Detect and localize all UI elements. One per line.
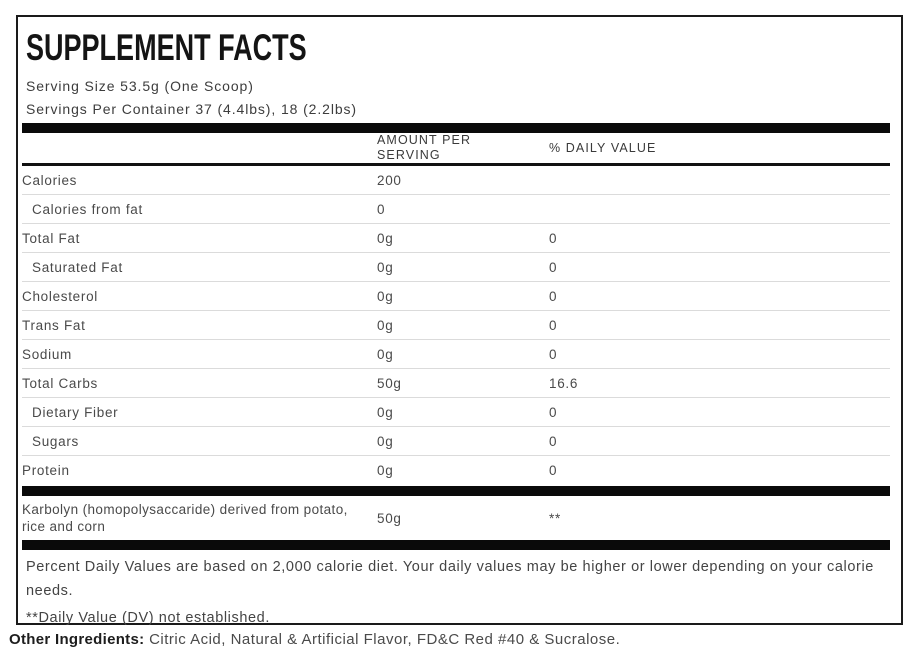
supplement-facts-panel <box>16 15 903 625</box>
row-name: Calories <box>22 172 78 188</box>
row-name: Calories from fat <box>32 201 143 217</box>
servings-per-container-line: Servings Per Container 37 (4.4lbs), 18 (2.2lbs) <box>26 101 357 117</box>
row-amount: 0g <box>377 288 394 304</box>
panel-title-wrap <box>26 26 890 70</box>
row-daily-value: 0 <box>549 463 558 478</box>
karbolyn-daily-value: ** <box>549 510 561 526</box>
row-name: Trans Fat <box>22 317 86 333</box>
row-amount: 0g <box>377 346 394 362</box>
footnote-not-established: **Daily Value (DV) not established. <box>26 610 270 626</box>
karbolyn-row <box>22 496 890 540</box>
column-header-amount: AMOUNT PER SERVING <box>377 133 472 162</box>
row-daily-value: 0 <box>549 317 558 333</box>
row-amount: 0g <box>377 259 394 275</box>
row-daily-value: 16.6 <box>549 375 579 391</box>
table-row <box>22 398 890 427</box>
row-daily-value: 0 <box>549 404 558 420</box>
other-ingredients-line <box>9 631 620 648</box>
row-daily-value: 0 <box>549 230 558 246</box>
row-daily-value: 0 <box>549 288 558 304</box>
facts-rows <box>22 166 890 485</box>
panel-title: SUPPLEMENT FACTS <box>26 27 307 68</box>
row-daily-value: 0 <box>549 433 558 449</box>
row-name: Dietary Fiber <box>32 404 119 420</box>
table-row <box>22 311 890 340</box>
row-daily-value: 0 <box>549 346 558 362</box>
row-amount: 200 <box>377 172 402 188</box>
divider-bar-top <box>22 123 890 133</box>
column-header-daily-value: % DAILY VALUE <box>549 140 657 155</box>
table-row <box>22 195 890 224</box>
table-row <box>22 224 890 253</box>
row-amount: 0g <box>377 230 394 246</box>
divider-bar-middle <box>22 486 890 496</box>
table-header-row <box>22 133 890 163</box>
row-name: Total Carbs <box>22 375 98 391</box>
table-row <box>22 166 890 195</box>
row-amount: 50g <box>377 375 402 391</box>
table-row <box>22 340 890 369</box>
row-name: Sodium <box>22 346 72 362</box>
row-name: Sugars <box>32 433 79 449</box>
row-amount: 0 <box>377 201 386 217</box>
row-amount: 0g <box>377 463 394 478</box>
row-amount: 0g <box>377 433 394 449</box>
row-amount: 0g <box>377 317 394 333</box>
karbolyn-amount: 50g <box>377 510 402 526</box>
row-amount: 0g <box>377 404 394 420</box>
row-name: Saturated Fat <box>32 259 123 275</box>
table-row <box>22 369 890 398</box>
footnote-daily-values: Percent Daily Values are based on 2,000 calorie diet. Your daily values may be higher or lower depending on your calorie needs. <box>26 559 874 599</box>
table-row <box>22 253 890 282</box>
row-daily-value: 0 <box>549 259 558 275</box>
karbolyn-name: Karbolyn (homopolysaccaride) derived from potato, rice and corn <box>22 502 348 534</box>
divider-bar-bottom <box>22 540 890 550</box>
table-row <box>22 427 890 456</box>
table-row <box>22 282 890 311</box>
row-name: Protein <box>22 463 70 478</box>
table-row <box>22 456 890 485</box>
other-ingredients-label: Other Ingredients: <box>9 631 145 648</box>
serving-size-line: Serving Size 53.5g (One Scoop) <box>26 78 254 94</box>
row-name: Cholesterol <box>22 288 98 304</box>
other-ingredients-text: Citric Acid, Natural & Artificial Flavor, FD&C Red #40 & Sucralose. <box>144 631 621 648</box>
row-name: Total Fat <box>22 230 81 246</box>
